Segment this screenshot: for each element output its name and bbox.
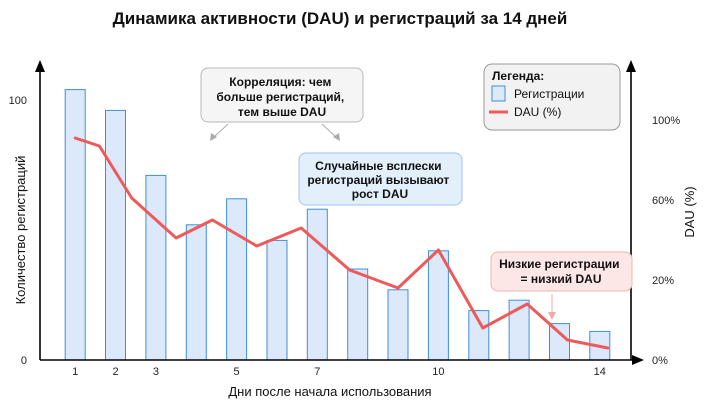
y-axis-left-arrow: [35, 60, 45, 72]
annotation-spikes-line-3: рост DAU: [351, 187, 409, 201]
bar-day-2: [106, 110, 126, 360]
bar-day-9: [388, 290, 408, 360]
bar-day-10: [428, 251, 448, 360]
annotation-low-line-2: = низкий DAU: [520, 272, 602, 286]
x-tick-3: 3: [152, 366, 159, 378]
x-tick-10: 10: [432, 366, 445, 378]
y-axis-left-label: Количество регистраций: [13, 155, 28, 305]
y-right-tick-labels: [652, 115, 680, 367]
annotation-correlation-line-2: больше регистраций,: [216, 90, 345, 104]
bar-day-7: [307, 209, 327, 360]
legend-item-registrations: Регистрации: [514, 87, 585, 101]
annotation-low-line-1: Низкие регистрации: [499, 257, 620, 271]
legend: [484, 64, 620, 130]
y-left-tick-0: 0: [20, 355, 27, 367]
annotation-spikes-line-1: Случайные всплески: [315, 159, 442, 173]
bar-day-6: [267, 240, 287, 360]
x-tick-5: 5: [233, 366, 240, 378]
annotation-spikes: [299, 153, 462, 205]
annotation-low-arrowhead: [548, 312, 556, 320]
y-right-tick-20: 20%: [652, 275, 675, 287]
bar-day-4: [186, 225, 206, 360]
chart-title: Динамика активности (DAU) и регистраций за 14 дней: [112, 9, 568, 28]
x-tick-2: 2: [112, 366, 119, 378]
x-axis-label: Дни после начала использования: [228, 384, 432, 399]
y-axis-right-label: DAU (%): [682, 186, 697, 238]
bar-day-5: [227, 199, 247, 360]
y-left-tick-100: 100: [8, 95, 27, 107]
annotation-correlation-arrowhead-left: [210, 133, 217, 141]
bar-day-13: [550, 324, 570, 360]
x-tick-7: 7: [314, 366, 321, 378]
annotation-correlation-line-1: Корреляция: чем: [229, 75, 332, 89]
x-tick-14: 14: [593, 366, 606, 378]
bar-day-1: [65, 90, 85, 360]
y-right-tick-100: 100%: [652, 115, 681, 127]
legend-bar-swatch: [492, 86, 505, 101]
legend-item-dau: DAU (%): [514, 105, 562, 119]
bar-day-3: [146, 175, 166, 360]
y-right-tick-0: 0%: [652, 355, 668, 367]
x-tick-1: 1: [72, 366, 79, 378]
x-tick-labels: [72, 366, 606, 378]
annotation-correlation: [201, 68, 363, 141]
annotation-spikes-line-2: регистраций вызывают: [307, 173, 450, 187]
y-axis-right-arrow: [626, 60, 636, 72]
y-right-tick-60: 60%: [652, 195, 675, 207]
annotation-correlation-line-3: тем выше DAU: [237, 105, 327, 119]
x-axis-arrow: [632, 355, 644, 365]
legend-title: Легенда:: [492, 69, 545, 83]
annotation-correlation-arrowhead-right: [333, 133, 340, 141]
bar-day-8: [348, 269, 368, 360]
